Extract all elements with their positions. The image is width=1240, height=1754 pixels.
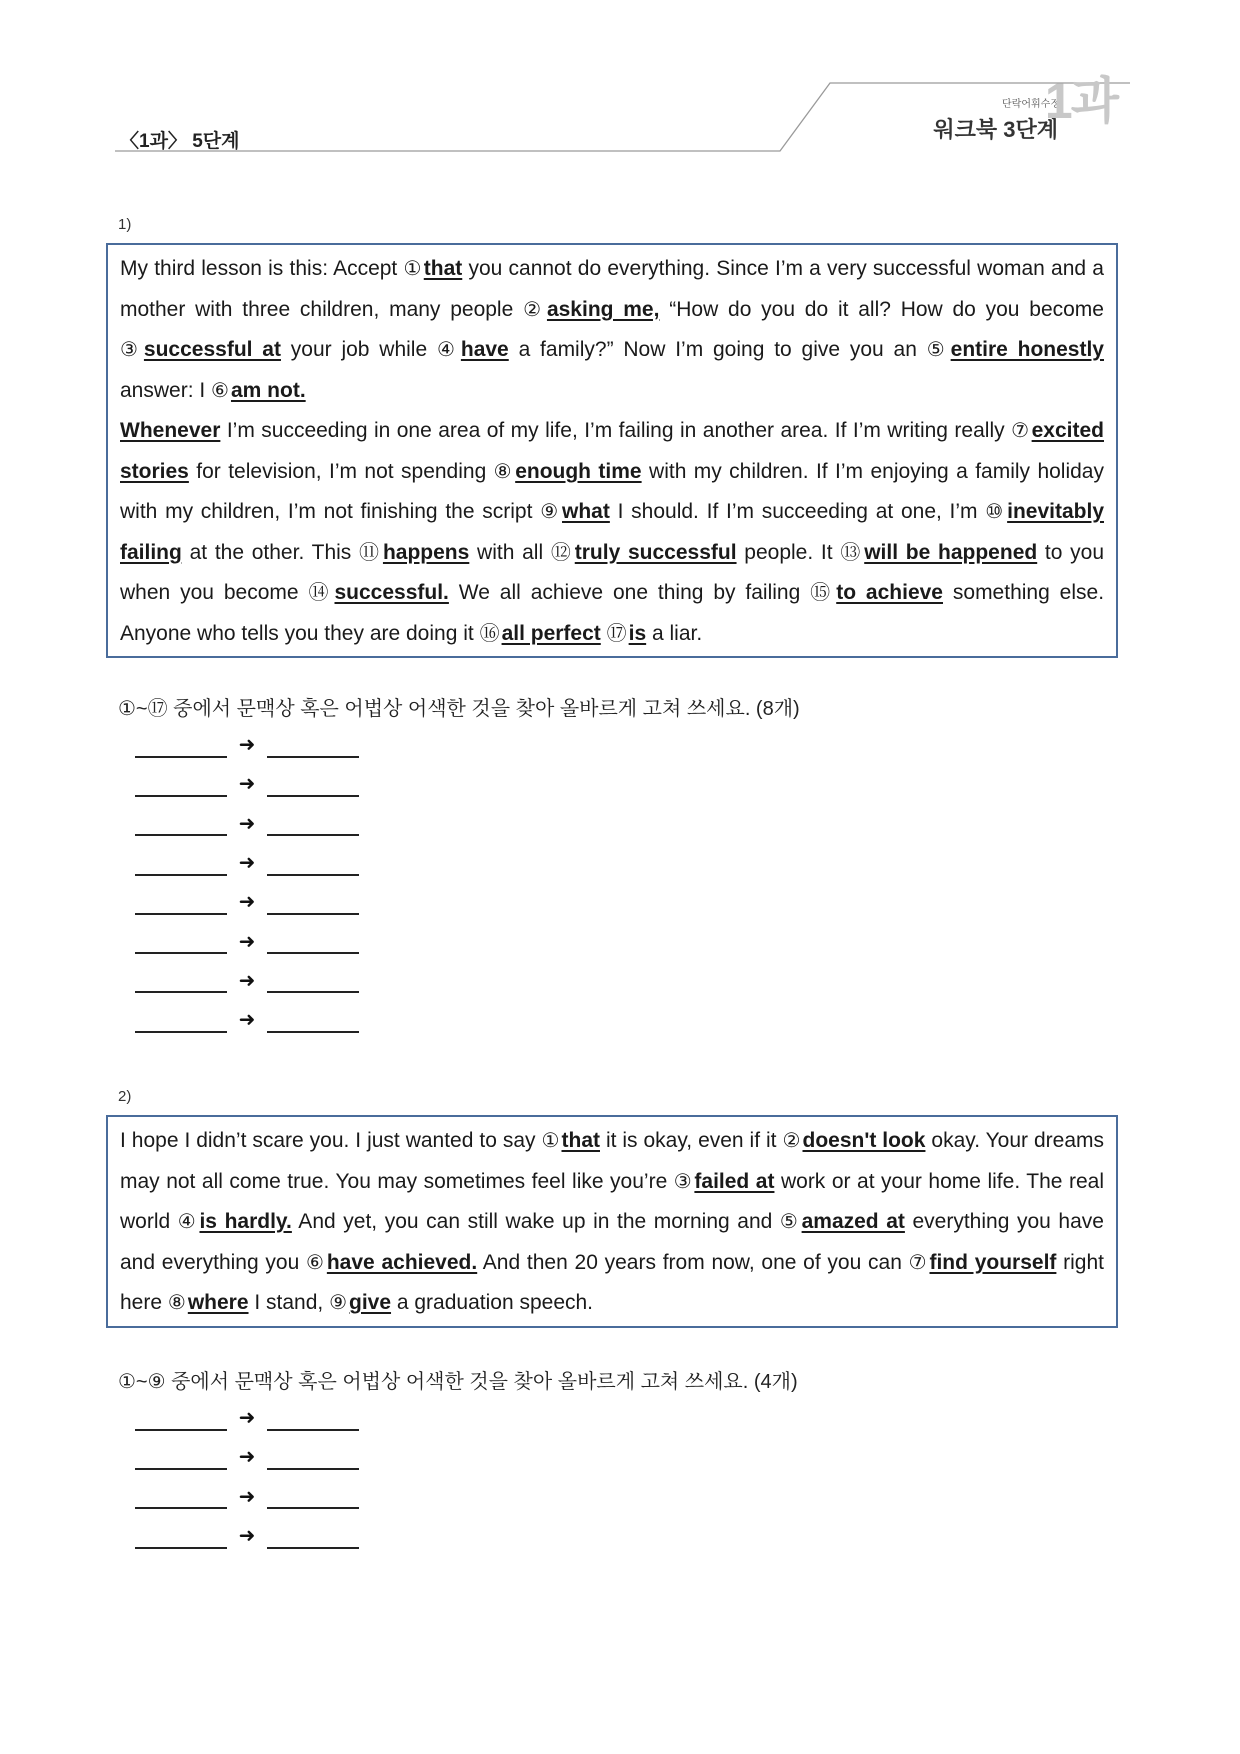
- answer-row: [135, 921, 359, 960]
- underlined-target-phrase: failed at: [694, 1169, 775, 1193]
- item-number-marker: ④: [436, 339, 459, 361]
- arrow-right-icon: ➜: [238, 969, 256, 992]
- question-2-instruction: ①~⑨ 중에서 문맥상 혹은 어법상 어색한 것을 찾아 올바르게 고쳐 쓰세요. (4개): [118, 1371, 798, 1393]
- passage-text: something else. Anyone who tells you they are doing it: [120, 581, 1105, 645]
- original-answer-blank[interactable]: [135, 1529, 227, 1549]
- item-number-marker: ⑧: [167, 1292, 186, 1314]
- passage-paragraph: [120, 411, 1104, 654]
- underlined-target-phrase: entire honestly: [950, 338, 1104, 361]
- passage-text: [601, 622, 607, 645]
- item-number-marker: ⑩: [985, 501, 1006, 523]
- corrected-answer-blank[interactable]: [267, 1529, 359, 1549]
- arrow-right-icon: ➜: [238, 1485, 256, 1508]
- passage-text: okay. Your dreams may not all come true. You may sometimes feel like you’re: [120, 1129, 1104, 1193]
- corrected-answer-blank[interactable]: [267, 973, 359, 993]
- passage-text: I hope I didn’t scare you. I just wanted to say: [120, 1129, 542, 1152]
- item-number-marker: ③: [120, 339, 142, 361]
- original-answer-blank[interactable]: [135, 738, 227, 758]
- question-2-number: 2): [118, 1088, 132, 1105]
- answer-row: [135, 725, 359, 764]
- passage-text: I’m succeeding in one area of my life, I’m failing in another area. If I’m writing really: [220, 419, 1012, 442]
- answer-row: [135, 764, 359, 803]
- item-number-marker: ⑥: [306, 1251, 325, 1274]
- lesson-step-label: 〈1과〉 5단계: [120, 131, 240, 152]
- passage-text: right here: [120, 1250, 1105, 1314]
- arrow-right-icon: ➜: [238, 1525, 256, 1548]
- passage-text: people. It: [736, 540, 841, 564]
- underlined-target-phrase: have: [460, 338, 509, 361]
- underlined-target-phrase: Whenever: [120, 419, 221, 442]
- original-answer-blank[interactable]: [135, 816, 227, 836]
- underlined-target-phrase: all perfect: [501, 621, 601, 645]
- underlined-target-phrase: am not.: [230, 378, 306, 402]
- underlined-target-phrase: amazed at: [801, 1210, 905, 1233]
- item-number-marker: ⑪: [359, 541, 381, 564]
- item-number-marker: ⑦: [908, 1251, 928, 1274]
- original-answer-blank[interactable]: [135, 934, 227, 954]
- underlined-target-phrase: that: [561, 1129, 600, 1152]
- item-number-marker: ②: [782, 1130, 801, 1152]
- item-number-marker: ⑤: [926, 339, 949, 361]
- corrected-answer-blank[interactable]: [267, 738, 359, 758]
- item-number-marker: ⑥: [211, 379, 229, 402]
- arrow-right-icon: ➜: [238, 1446, 256, 1469]
- passage-text: I stand,: [248, 1291, 330, 1314]
- underlined-target-phrase: that: [423, 257, 463, 280]
- item-number-marker: ⑯: [479, 622, 500, 645]
- underlined-target-phrase: is: [628, 621, 647, 645]
- passage-text: everything you have and everything you: [120, 1210, 1104, 1274]
- arrow-right-icon: ➜: [238, 773, 256, 796]
- answer-row: [135, 961, 359, 1000]
- answer-row: [135, 1477, 359, 1516]
- passage-text: answer: I: [120, 378, 212, 402]
- original-answer-blank[interactable]: [135, 856, 227, 876]
- corrected-answer-blank[interactable]: [267, 1411, 359, 1431]
- question-1-number: 1): [118, 216, 132, 233]
- passage-text: “How do you do it all? How do you become: [659, 297, 1104, 321]
- lesson-badge: 1과: [1044, 73, 1117, 129]
- item-number-marker: ②: [523, 298, 545, 321]
- passage-text: at the other. This: [181, 540, 360, 564]
- corrected-answer-blank[interactable]: [267, 934, 359, 954]
- corrected-answer-blank[interactable]: [267, 856, 359, 876]
- underlined-target-phrase: find yourself: [929, 1250, 1057, 1274]
- original-answer-blank[interactable]: [135, 777, 227, 797]
- item-number-marker: ⑮: [810, 582, 835, 604]
- arrow-right-icon: ➜: [238, 1407, 256, 1430]
- original-answer-blank[interactable]: [135, 1450, 227, 1470]
- passage-text: you cannot do everything. Since I’m a very successful woman and a mother with three children, many people: [120, 257, 1104, 321]
- passage-text: I should. If I’m succeeding at one, I’m: [609, 500, 986, 523]
- underlined-target-phrase: happens: [382, 540, 470, 564]
- corrected-answer-blank[interactable]: [267, 1013, 359, 1033]
- arrow-right-icon: ➜: [238, 734, 256, 757]
- arrow-right-icon: ➜: [238, 852, 256, 875]
- underlined-target-phrase: will be happened: [864, 540, 1038, 564]
- passage-paragraph: [120, 1121, 1104, 1324]
- underlined-target-phrase: where: [187, 1291, 249, 1314]
- item-number-marker: ③: [673, 1170, 693, 1193]
- answer-row: [135, 1398, 359, 1437]
- workbook-step-label: 워크북 3단계: [933, 117, 1058, 142]
- item-number-marker: ⑦: [1011, 420, 1030, 442]
- passage-text: And yet, you can still wake up in the morning and: [291, 1210, 780, 1233]
- passage-text: a family?” Now I’m going to give you an: [508, 338, 927, 361]
- question-1-passage: [106, 243, 1118, 658]
- corrected-answer-blank[interactable]: [267, 895, 359, 915]
- passage-text: a graduation speech.: [391, 1291, 594, 1314]
- answer-row: [135, 1437, 359, 1476]
- item-number-marker: ①: [541, 1130, 560, 1152]
- original-answer-blank[interactable]: [135, 1489, 227, 1509]
- item-number-marker: ⑤: [779, 1211, 800, 1233]
- original-answer-blank[interactable]: [135, 973, 227, 993]
- original-answer-blank[interactable]: [135, 1411, 227, 1431]
- item-number-marker: ⑨: [540, 501, 561, 523]
- answer-row: [135, 882, 359, 921]
- underlined-target-phrase: successful.: [334, 581, 449, 604]
- item-number-marker: ⑫: [550, 541, 573, 564]
- answer-row: [135, 843, 359, 882]
- item-number-marker: ①: [403, 258, 422, 280]
- passage-text: to you when you become: [120, 540, 1105, 604]
- passage-text: My third lesson is this: Accept: [120, 257, 404, 280]
- passage-text: your job while: [280, 338, 437, 361]
- item-number-marker: ⑰: [606, 622, 627, 645]
- passage-text: We all achieve one thing by failing: [448, 581, 811, 604]
- underlined-target-phrase: inevitably failing: [120, 500, 1104, 564]
- item-number-marker: ⑭: [308, 582, 333, 604]
- underlined-target-phrase: doesn't look: [802, 1129, 926, 1152]
- question-1-instruction: ①~⑰ 중에서 문맥상 혹은 어법상 어색한 것을 찾아 올바르게 고쳐 쓰세요. (8개): [118, 698, 800, 720]
- original-answer-blank[interactable]: [135, 895, 227, 915]
- corrected-answer-blank[interactable]: [267, 816, 359, 836]
- underlined-target-phrase: have achieved.: [326, 1250, 478, 1274]
- answer-row: [135, 804, 359, 843]
- passage-text: it is okay, even if it: [600, 1129, 783, 1152]
- answer-row: [135, 1000, 359, 1039]
- passage-paragraph: [120, 249, 1104, 411]
- item-number-marker: ⑨: [329, 1292, 347, 1314]
- question-2-answer-list: [135, 1398, 359, 1555]
- corrected-answer-blank[interactable]: [267, 1489, 359, 1509]
- arrow-right-icon: ➜: [238, 812, 256, 835]
- item-number-marker: ⑬: [840, 541, 863, 564]
- underlined-target-phrase: what: [562, 500, 610, 523]
- underlined-target-phrase: to achieve: [836, 581, 943, 604]
- arrow-right-icon: ➜: [238, 891, 256, 914]
- question-1-answer-list: [135, 725, 359, 1039]
- underlined-target-phrase: excited stories: [120, 419, 1104, 483]
- corrected-answer-blank[interactable]: [267, 1450, 359, 1470]
- arrow-right-icon: ➜: [238, 1009, 256, 1032]
- passage-text: work or at your home life. The real world: [120, 1169, 1105, 1233]
- underlined-target-phrase: truly successful: [574, 540, 737, 564]
- passage-text: with all: [469, 540, 551, 564]
- original-answer-blank[interactable]: [135, 1013, 227, 1033]
- underlined-target-phrase: asking me,: [546, 297, 660, 321]
- answer-row: [135, 1516, 359, 1555]
- underlined-target-phrase: successful at: [143, 338, 281, 361]
- underlined-target-phrase: give: [349, 1291, 392, 1314]
- corrected-answer-blank[interactable]: [267, 777, 359, 797]
- header-sub-label: 단락어휘수정: [1002, 99, 1060, 110]
- arrow-right-icon: ➜: [238, 930, 256, 953]
- passage-text: a liar.: [646, 621, 703, 645]
- underlined-target-phrase: is hardly.: [199, 1210, 292, 1233]
- question-2-passage: [106, 1115, 1118, 1328]
- item-number-marker: ④: [177, 1211, 198, 1233]
- passage-text: with my children. If I’m enjoying a family holiday with my children, I’m not finishing the script: [120, 459, 1104, 523]
- passage-text: for television, I’m not spending: [188, 459, 494, 483]
- underlined-target-phrase: enough time: [515, 459, 642, 483]
- item-number-marker: ⑧: [493, 460, 514, 483]
- passage-text: And then 20 years from now, one of you can: [477, 1250, 909, 1274]
